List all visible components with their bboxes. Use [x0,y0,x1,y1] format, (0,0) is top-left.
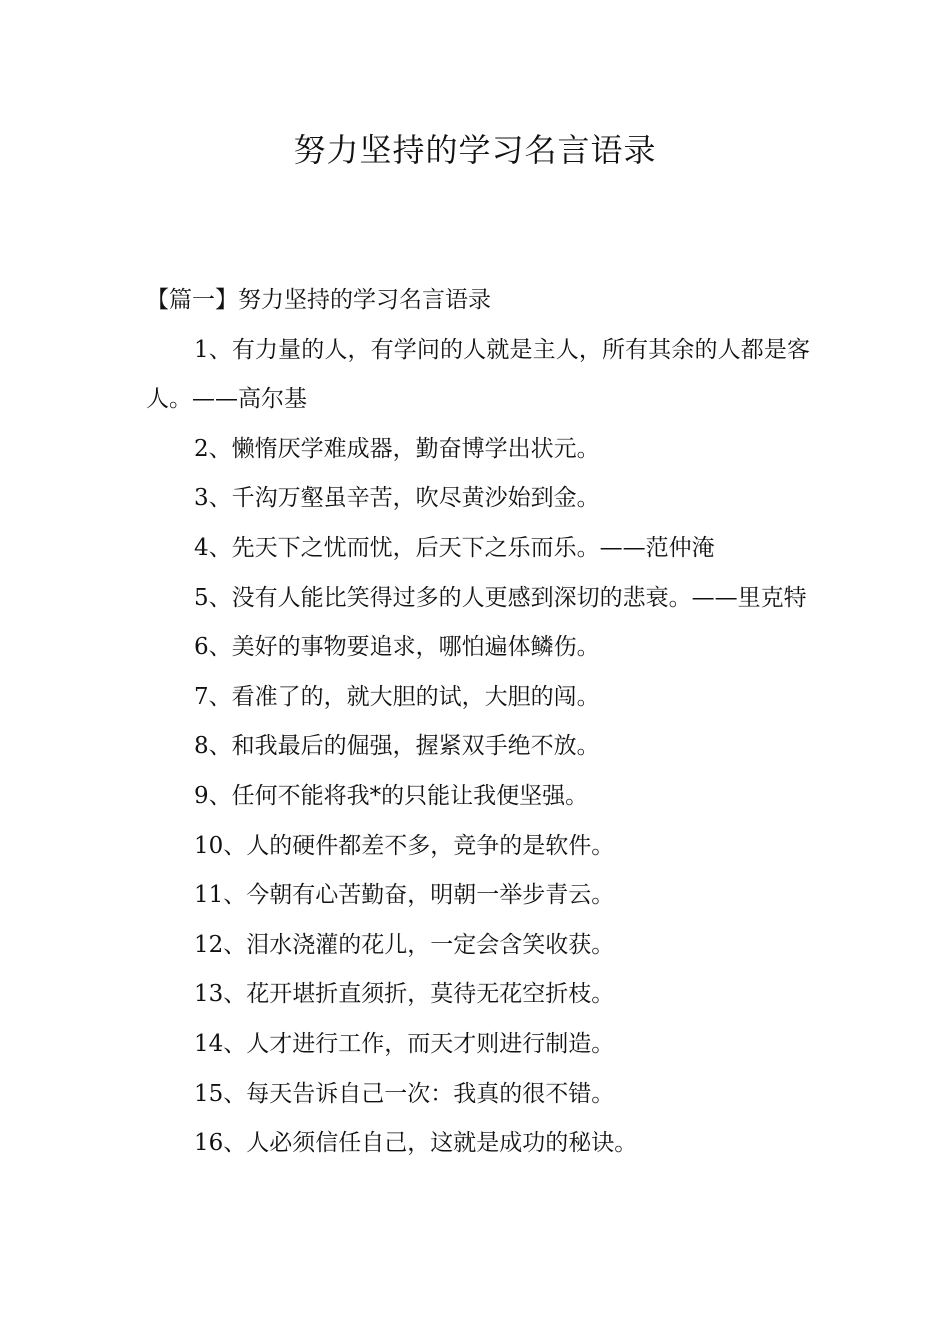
quote-item-10: 10、人的硬件都差不多，竞争的是软件。 [194,832,615,859]
section-heading: 【篇一】努力坚持的学习名言语录 [146,287,491,313]
quote-item-2: 2、懒惰厌学难成器，勤奋博学出状元。 [194,435,600,462]
quote-item-4: 4、先天下之忧而忧，后天下之乐而乐。——范仲淹 [194,534,715,561]
quote-item-12: 12、泪水浇灌的花儿，一定会含笑收获。 [194,931,615,958]
quote-item-14: 14、人才进行工作，而天才则进行制造。 [194,1030,615,1057]
quote-item-15: 15、每天告诉自己一次：我真的很不错。 [194,1080,615,1107]
quote-item-11: 11、今朝有心苦勤奋，明朝一举步青云。 [194,882,615,909]
quote-item-1: 1、有力量的人，有学问的人就是主人，所有其余的人都是客人。——高尔基 [146,336,810,413]
quote-item-7: 7、看准了的，就大胆的试，大胆的闯。 [194,683,600,710]
quote-item-5: 5、没有人能比笑得过多的人更感到深切的悲衰。——里克特 [194,584,807,611]
document-title: 努力坚持的学习名言语录 [293,131,657,169]
quote-item-13: 13、花开堪折直须折，莫待无花空折枝。 [194,981,615,1008]
quote-item-8: 8、和我最后的倔强，握紧双手绝不放。 [194,733,600,760]
document-body [146,276,810,1169]
quote-item-6: 6、美好的事物要追求，哪怕遍体鳞伤。 [194,634,600,661]
quote-item-3: 3、千沟万壑虽辛苦，吹尽黄沙始到金。 [194,485,600,512]
quote-item-9: 9、任何不能将我*的只能让我便坚强。 [194,782,589,809]
quote-item-16: 16、人必须信任自己，这就是成功的秘诀。 [194,1130,638,1157]
